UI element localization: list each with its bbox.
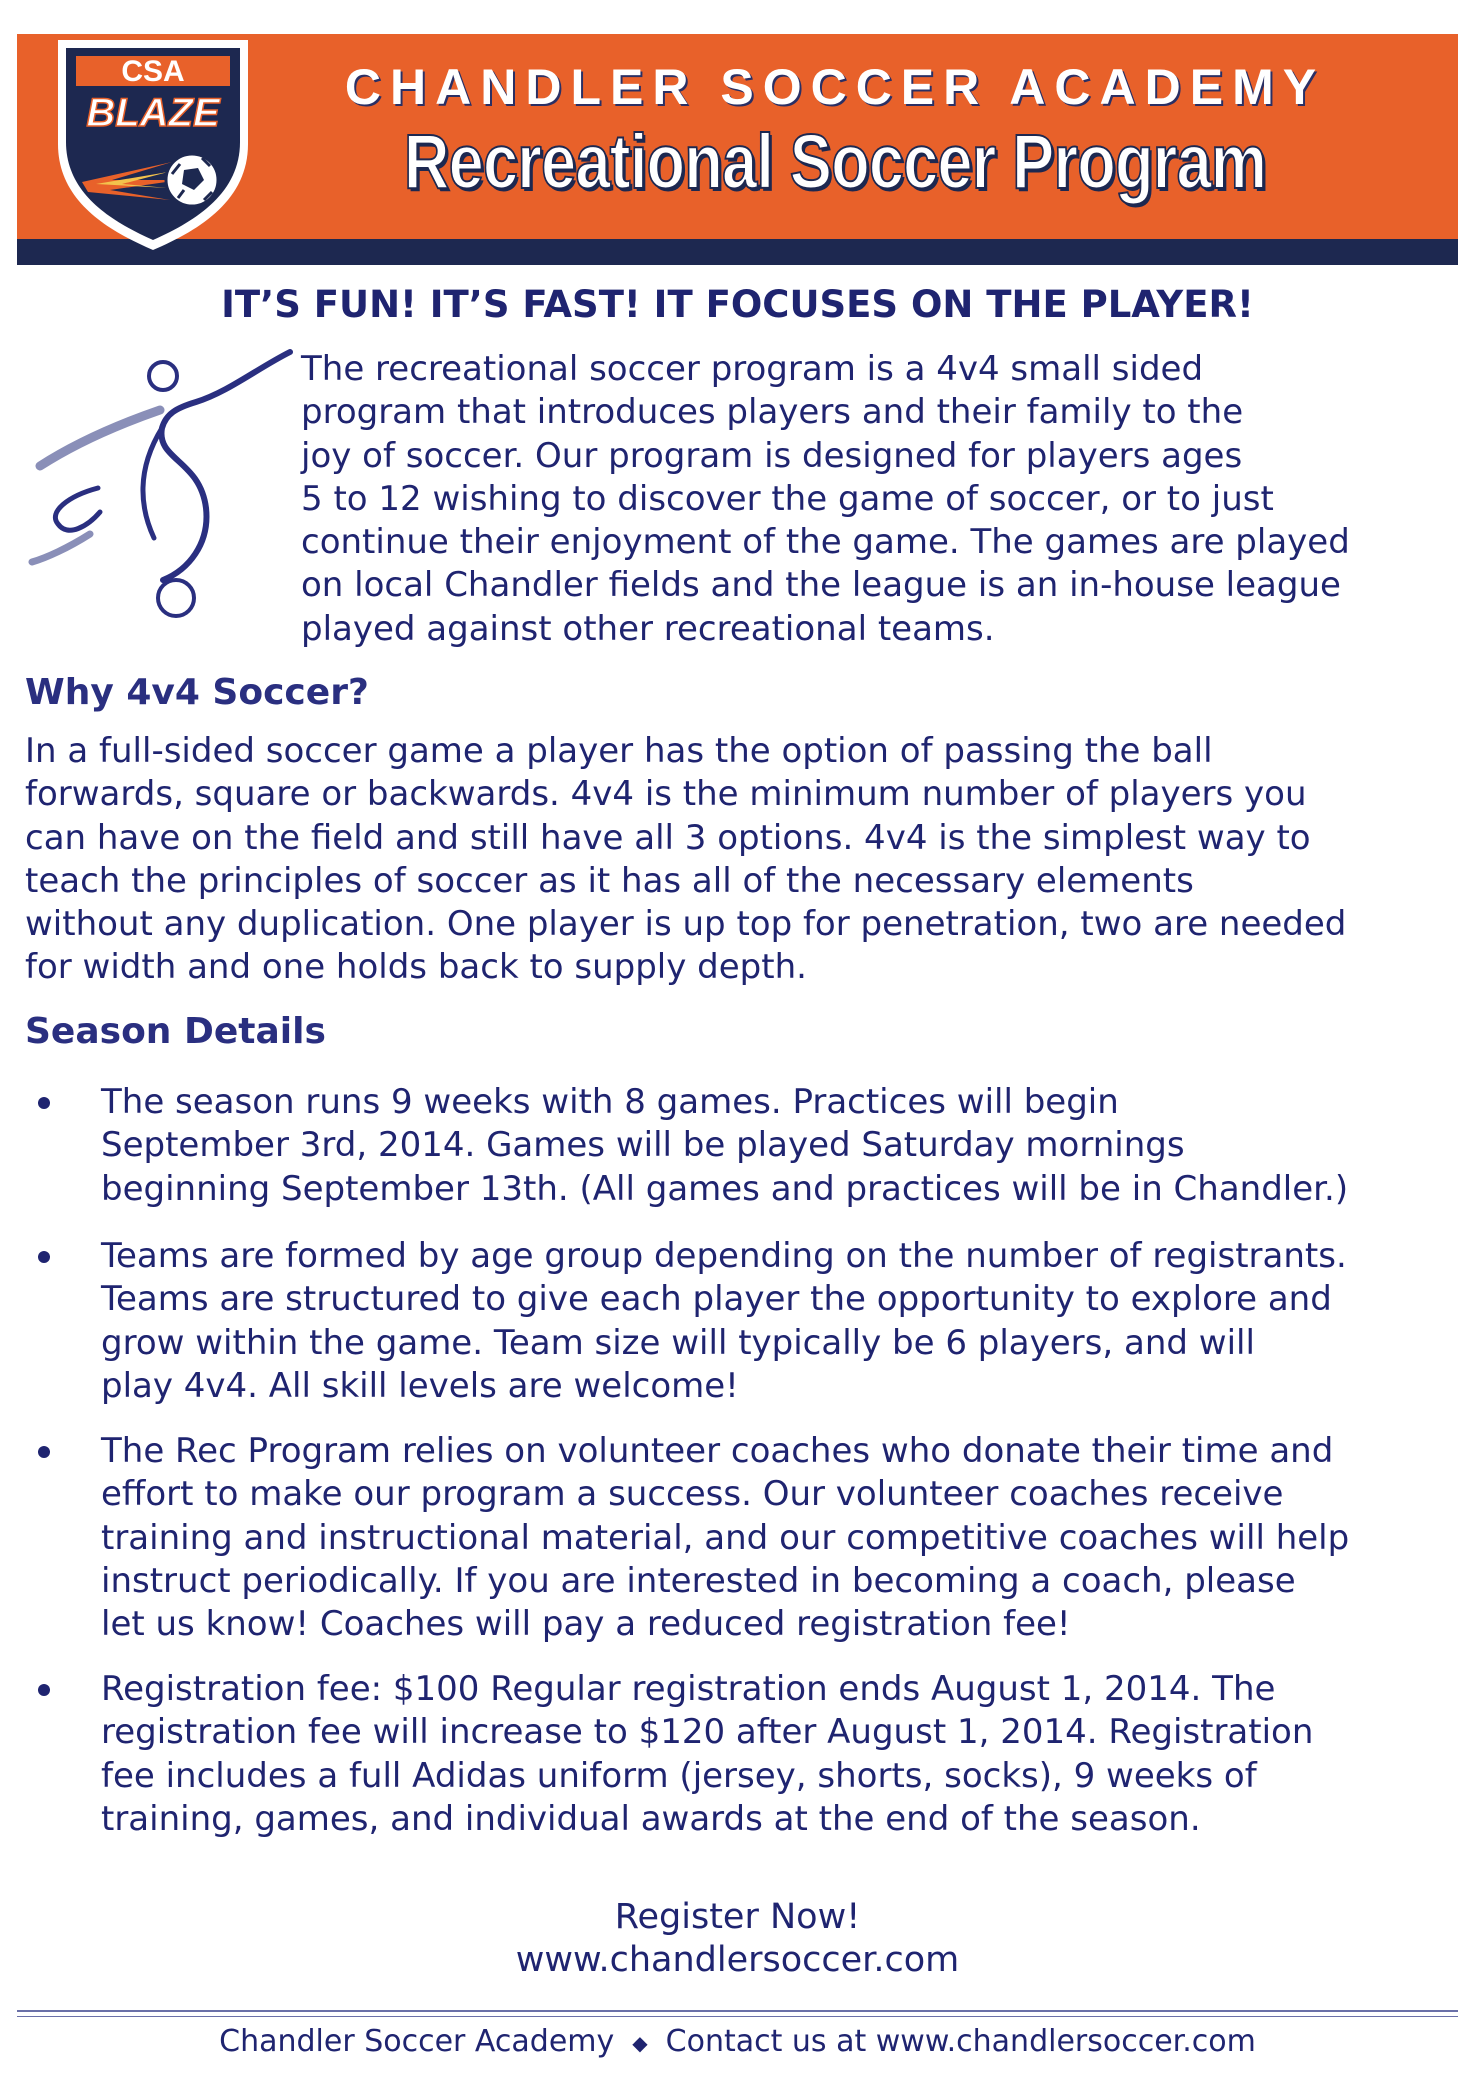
why-line: for width and one holds back to supply depth. — [25, 947, 807, 988]
soccer-player-icon — [28, 348, 296, 628]
bullet-line: instruct periodically. If you are interested in becoming a coach, please — [101, 1560, 1296, 1601]
bullet-line: The Rec Program relies on volunteer coaches who donate their time and — [101, 1431, 1334, 1471]
register-now-text: Register Now! — [614, 1897, 861, 1937]
bullet-line: Teams are structured to give each player the opportunity to explore and — [101, 1279, 1332, 1320]
bullet-line: fee includes a full Adidas uniform (jersey, shorts, socks), 9 weeks of — [101, 1755, 1257, 1796]
why-line: teach the principles of soccer as it has all of the necessary elements — [25, 860, 1194, 901]
intro-line: on local Chandler fields and the league is an in-house league — [301, 565, 1341, 606]
bullet-text — [101, 1668, 1461, 1841]
season-details-heading: Season Details — [25, 1011, 326, 1052]
svg-text:CSA: CSA — [121, 55, 185, 88]
why-line: can have on the field and still have all 3 options. 4v4 is the simplest way to — [25, 817, 1311, 858]
footer — [0, 2024, 1475, 2059]
bullet-line: beginning September 13th. (All games and practices will be in Chandler.) — [101, 1168, 1349, 1209]
bullet-line: training and instructional material, and our competitive coaches will help — [101, 1517, 1350, 1558]
intro-line: program that introduces players and their family to the — [301, 392, 1244, 433]
bullet-line: The season runs 9 weeks with 8 games. Practices will begin — [101, 1082, 1119, 1122]
intro-paragraph — [301, 348, 1451, 651]
why-4v4-paragraph — [25, 730, 1455, 990]
bullet-line: September 3rd, 2014. Games will be played Saturday mornings — [101, 1125, 1185, 1166]
bullet-line: let us know! Coaches will pay a reduced registration fee! — [101, 1604, 1071, 1645]
bullet-line: Teams are formed by age group depending on the number of registrants. — [101, 1236, 1347, 1276]
why-line: without any duplication. One player is up top for penetration, two are needed — [25, 904, 1347, 945]
bullet-icon — [38, 1446, 50, 1458]
csa-blaze-logo — [52, 34, 254, 254]
bullet-line: registration fee will increase to $120 after August 1, 2014. Registration — [101, 1712, 1314, 1753]
footer-org: Chandler Soccer Academy — [219, 2024, 615, 2059]
intro-line: 5 to 12 wishing to discover the game of soccer, or to just — [301, 478, 1274, 519]
tagline: IT’S FUN! IT’S FAST! IT FOCUSES ON THE PLAYER! — [221, 283, 1254, 326]
bullet-icon — [38, 1251, 50, 1263]
why-line: forwards, square or backwards. 4v4 is the minimum number of players you — [25, 774, 1307, 815]
footer-contact[interactable]: Contact us at www.chandlersoccer.com — [665, 2024, 1256, 2059]
org-name: CHANDLER SOCCER ACADEMY — [344, 59, 1326, 115]
program-title: Recreational Soccer Program — [403, 119, 1267, 205]
bullet-text — [101, 1081, 1461, 1211]
svg-text:BLAZE: BLAZE — [86, 91, 220, 135]
footer-divider — [17, 2010, 1458, 2012]
bullet-line: effort to make our program a success. Our volunteer coaches receive — [101, 1474, 1284, 1515]
intro-line: continue their enjoyment of the game. The games are played — [301, 522, 1350, 563]
intro-line: The recreational soccer program is a 4v4 small sided — [301, 349, 1204, 389]
footer-divider — [17, 2016, 1458, 2017]
intro-line: played against other recreational teams. — [301, 608, 995, 649]
intro-line: joy of soccer. Our program is designed for players ages — [301, 435, 1243, 476]
bullet-icon — [38, 1684, 50, 1696]
bullet-line: Registration fee: $100 Regular registration ends August 1, 2014. The — [101, 1669, 1276, 1709]
bullet-text — [101, 1235, 1461, 1408]
why-4v4-heading: Why 4v4 Soccer? — [25, 672, 369, 713]
bullet-icon — [38, 1097, 50, 1109]
bullet-line: grow within the game. Team size will typically be 6 players, and will — [101, 1322, 1255, 1363]
bullet-line: training, games, and individual awards at the end of the season. — [101, 1798, 1201, 1839]
bullet-line: play 4v4. All skill levels are welcome! — [101, 1365, 739, 1406]
diamond-separator-icon: ◆ — [632, 2030, 648, 2055]
why-line: In a full-sided soccer game a player has the option of passing the ball — [25, 731, 1213, 771]
bullet-text — [101, 1430, 1461, 1646]
website-link[interactable]: www.chandlersoccer.com — [515, 1940, 960, 1980]
